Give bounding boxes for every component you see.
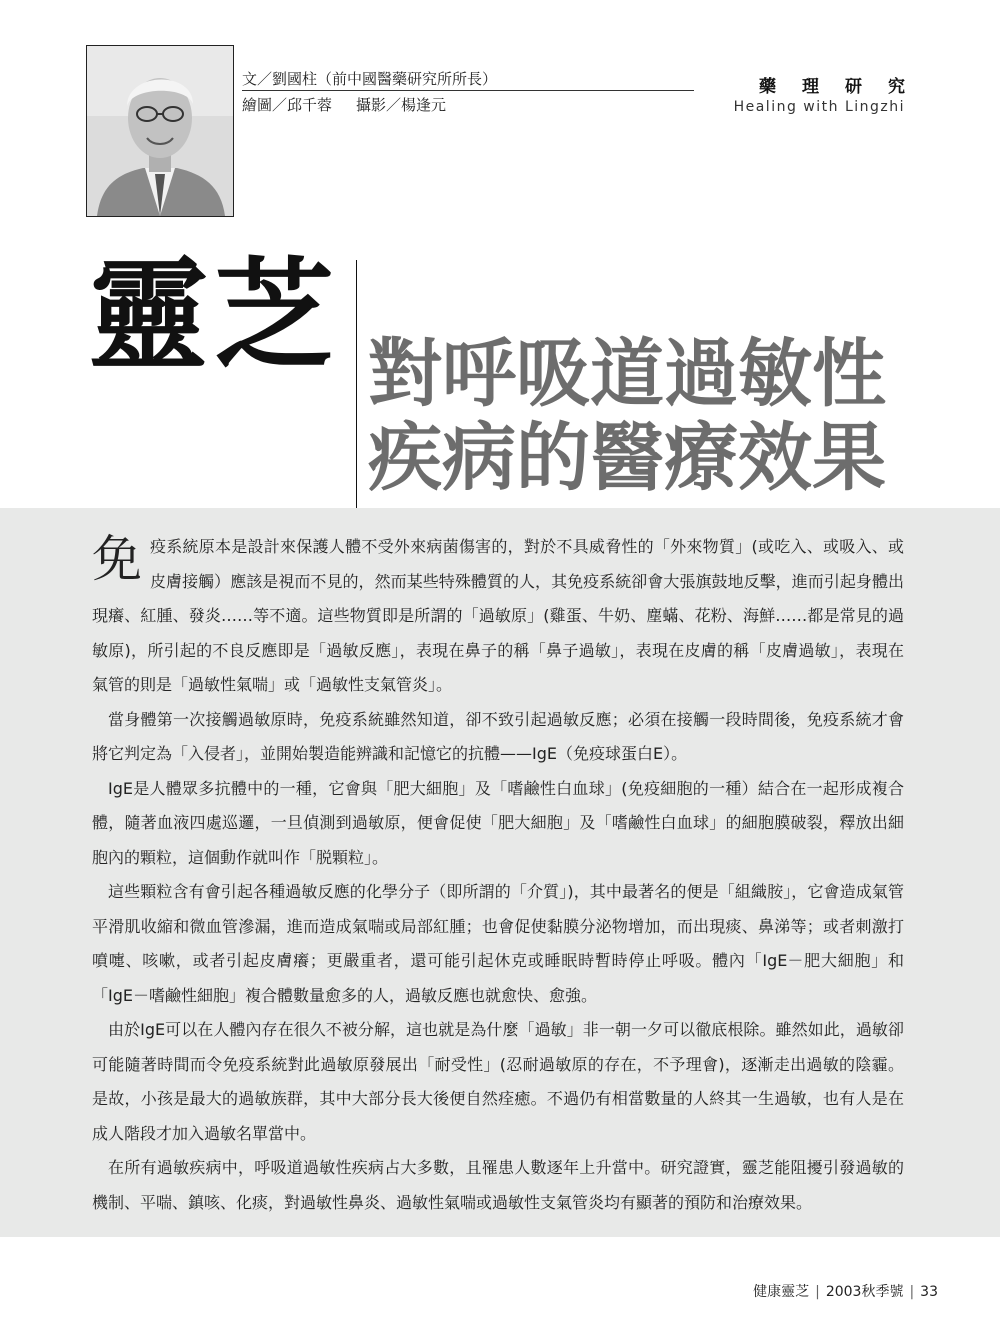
title-divider [356, 260, 357, 512]
issue-label: 2003秋季號 [825, 1284, 904, 1300]
page-number: 33 [920, 1284, 938, 1300]
title-sub-line2: 疾病的醫療效果 [368, 415, 886, 501]
footer-separator: | [909, 1284, 915, 1300]
article-body [92, 530, 904, 1220]
article-paragraph: 由於IgE可以在人體內存在很久不被分解，這也就是為什麼「過敏」非一朝一夕可以徹底根除。雖然如此，過敏卻可能隨著時間而令免疫系統對此過敏原發展出「耐受性」(忍耐過敏原的存在，不予理會)，逐漸走出過敏的陰霾。是故，小孩是最大的過敏族群，其中大部分長大後便自然痊癒。不過仍有相當數量的人終其一生過敏，也有人是在成人階段才加入過敏名單當中。 [92, 1020, 904, 1143]
title-sub-line1: 對呼吸道過敏性 [368, 331, 886, 417]
article-paragraph: IgE是人體眾多抗體中的一種，它會與「肥大細胞」及「嗜鹼性白血球」(免疫細胞的一種）結合在一起形成複合體，隨著血液四處巡邏，一旦偵測到過敏原，便會促使「肥大細胞」及「嗜鹼性白血球」的細胞膜破裂，釋放出細胞內的顆粒，這個動作就叫作「脱顆粒」。 [92, 778, 904, 867]
section-title-en: Healing with Lingzhi [733, 99, 905, 115]
magazine-name: 健康靈芝 [753, 1284, 810, 1300]
article-paragraph: 當身體第一次接觸過敏原時，免疫系統雖然知道，卻不致引起過敏反應；必須在接觸一段時間後，免疫系統才會將它判定為「入侵者」，並開始製造能辨識和記憶它的抗體——IgE（免疫球蛋白E）。 [92, 709, 904, 763]
article-paragraph: 這些顆粒含有會引起各種過敏反應的化學分子（即所謂的「介質」)，其中最著名的便是「組織胺」，它會造成氣管平滑肌收縮和微血管滲漏，進而造成氣喘或局部紅腫；也會促使黏膜分泌物增加，而出現痰、鼻涕等；或者刺激打噴嚏、咳嗽，或者引起皮膚癢；更嚴重者，還可能引起休克或睡眠時暫時停止呼吸。體內「IgE－肥大細胞」和「IgE－嗜鹼性細胞」複合體數量愈多的人，過敏反應也就愈快、愈強。 [92, 882, 904, 1005]
paragraph-text: 疫系統原本是設計來保護人體不受外來病菌傷害的，對於不具威脅性的「外來物質」(或吃入、或吸入、或皮膚接觸）應該是視而不見的，然而某些特殊體質的人，其免疫系統卻會大張旗鼓地反擊，進而引起身體出現癢、紅腫、發炎……等不適。這些物質即是所謂的「過敏原」(雞蛋、牛奶、塵蟎、花粉、海鮮……都是常見的過敏原)，所引起的不良反應即是「過敏反應」，表現在鼻子的稱「鼻子過敏」，表現在皮膚的稱「皮膚過敏」，表現在氣管的則是「過敏性氣喘」或「過敏性支氣管炎」。 [92, 537, 904, 694]
author-photo [86, 45, 234, 217]
illustrator-credit: 繪圖／邱千蓉 [242, 96, 333, 114]
section-heading [733, 72, 931, 115]
author-portrait-icon [87, 46, 233, 216]
illustration-photo-credits [242, 94, 446, 115]
article-paragraph: 在所有過敏疾病中，呼吸道過敏性疾病占大多數，且罹患人數逐年上升當中。研究證實，靈芝能阻擾引發過敏的機制、平喘、鎮咳、化痰，對過敏性鼻炎、過敏性氣喘或過敏性支氣管炎均有顯著的預防和治療效果。 [92, 1158, 904, 1212]
drop-cap: 免 [92, 530, 142, 588]
article-paragraph [92, 530, 904, 703]
article-title-main: 靈芝 [88, 245, 340, 386]
footer-separator: | [815, 1284, 820, 1300]
photographer-credit: 攝影／楊逢元 [356, 96, 447, 114]
section-title-cn: 藥理研究 [759, 77, 931, 97]
credits-divider [242, 90, 694, 91]
page-footer [753, 1281, 938, 1301]
author-credit: 文／劉國柱（前中國醫藥研究所所長） [242, 70, 498, 88]
article-title-sub [368, 332, 886, 500]
